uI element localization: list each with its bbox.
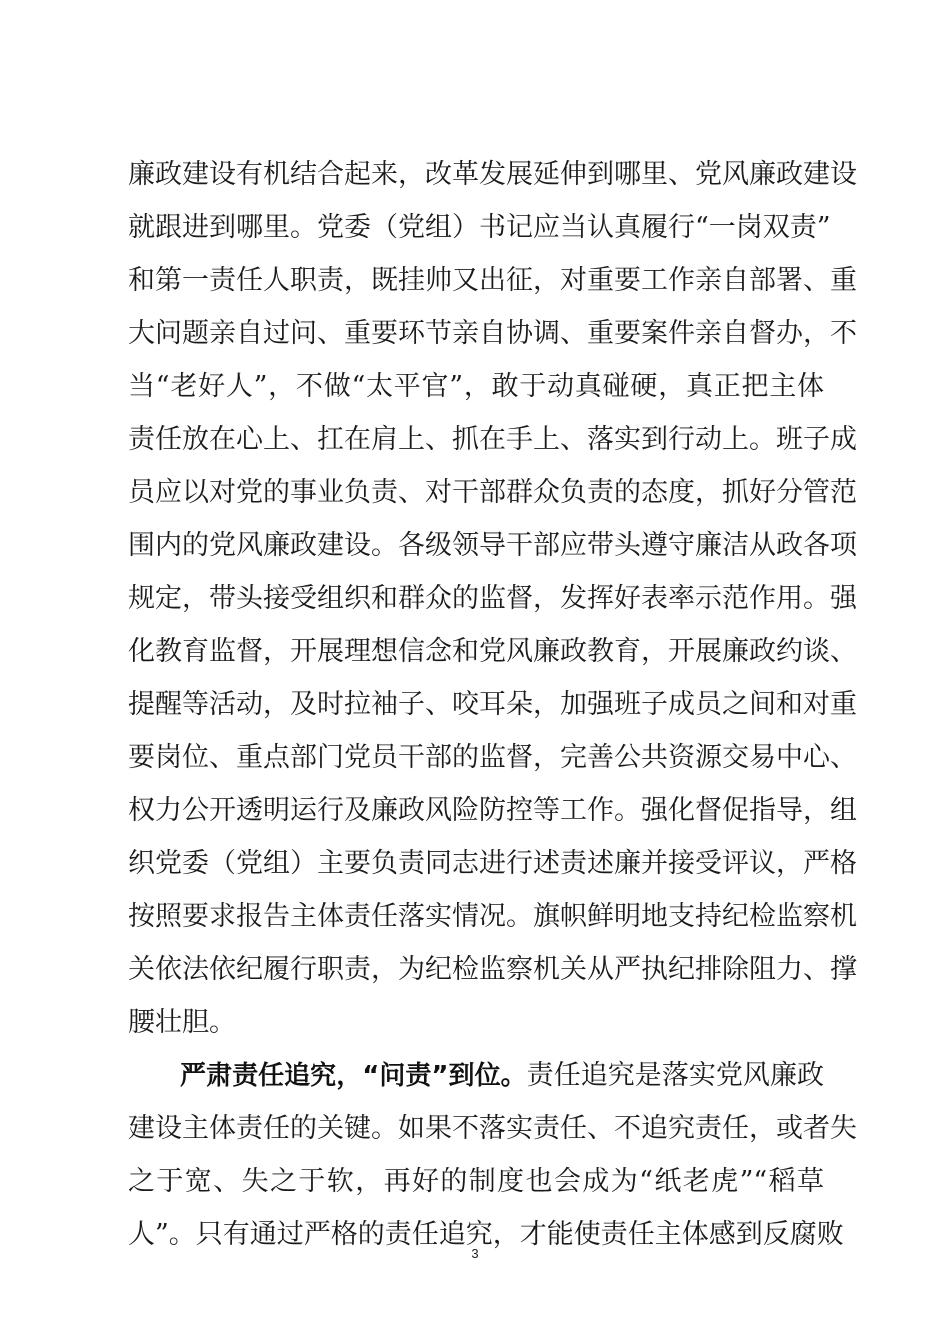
section-heading: 严肃责任追究，“问责”到位。 [180,1061,527,1091]
text-line: 之于宽、失之于软，再好的制度也会成为“纸老虎”“稻草 [128,1166,824,1197]
text-line: 大问题亲自过问、重要环节亲自协调、重要案件亲自督办，不 [128,318,857,349]
text-line: 要岗位、重点部门党员干部的监督，完善公共资源交易中心、 [128,742,857,773]
paragraph-first-line [180,1056,824,1096]
text-line: 规定，带头接受组织和群众的监督，发挥好表率示范作用。强 [128,583,857,614]
text-line: 和第一责任人职责，既挂帅又出征，对重要工作亲自部署、重 [128,265,857,296]
text-line: 按照要求报告主体责任落实情况。旗帜鲜明地支持纪检监察机 [128,901,857,932]
text-line: 廉政建设有机结合起来，改革发展延伸到哪里、党风廉政建设 [128,159,857,190]
text-line: 就跟进到哪里。党委（党组）书记应当认真履行“一岗双责” [128,212,831,243]
text-line: 化教育监督，开展理想信念和党风廉政教育，开展廉政约谈、 [128,636,857,667]
text-span: 责任追究是落实党风廉政 [526,1060,824,1091]
text-line: 腰壮胆。 [128,1007,236,1038]
text-line: 员应以对党的事业负责、对干部群众负责的态度，抓好分管范 [128,477,857,508]
text-line: 提醒等活动，及时拉袖子、咬耳朵，加强班子成员之间和对重 [128,689,857,720]
text-line: 权力公开透明运行及廉政风险防控等工作。强化督促指导，组 [128,795,857,826]
text-line: 人”。只有通过严格的责任追究，才能使责任主体感到反腐败 [128,1219,844,1250]
text-line: 织党委（党组）主要负责同志进行述责述廉并接受评议，严格 [128,848,857,879]
text-line: 当“老好人”，不做“太平官”，敢于动真碰硬，真正把主体 [128,371,824,402]
text-line: 责任放在心上、扛在肩上、抓在手上、落实到行动上。班子成 [128,424,857,455]
text-line: 建设主体责任的关键。如果不落实责任、不追究责任，或者失 [128,1113,857,1144]
text-line: 关依法依纪履行职责，为纪检监察机关从严执纪排除阻力、撑 [128,954,857,985]
text-line: 围内的党风廉政建设。各级领导干部应带头遵守廉洁从政各项 [128,530,857,561]
page-number: 3 [471,1246,479,1261]
